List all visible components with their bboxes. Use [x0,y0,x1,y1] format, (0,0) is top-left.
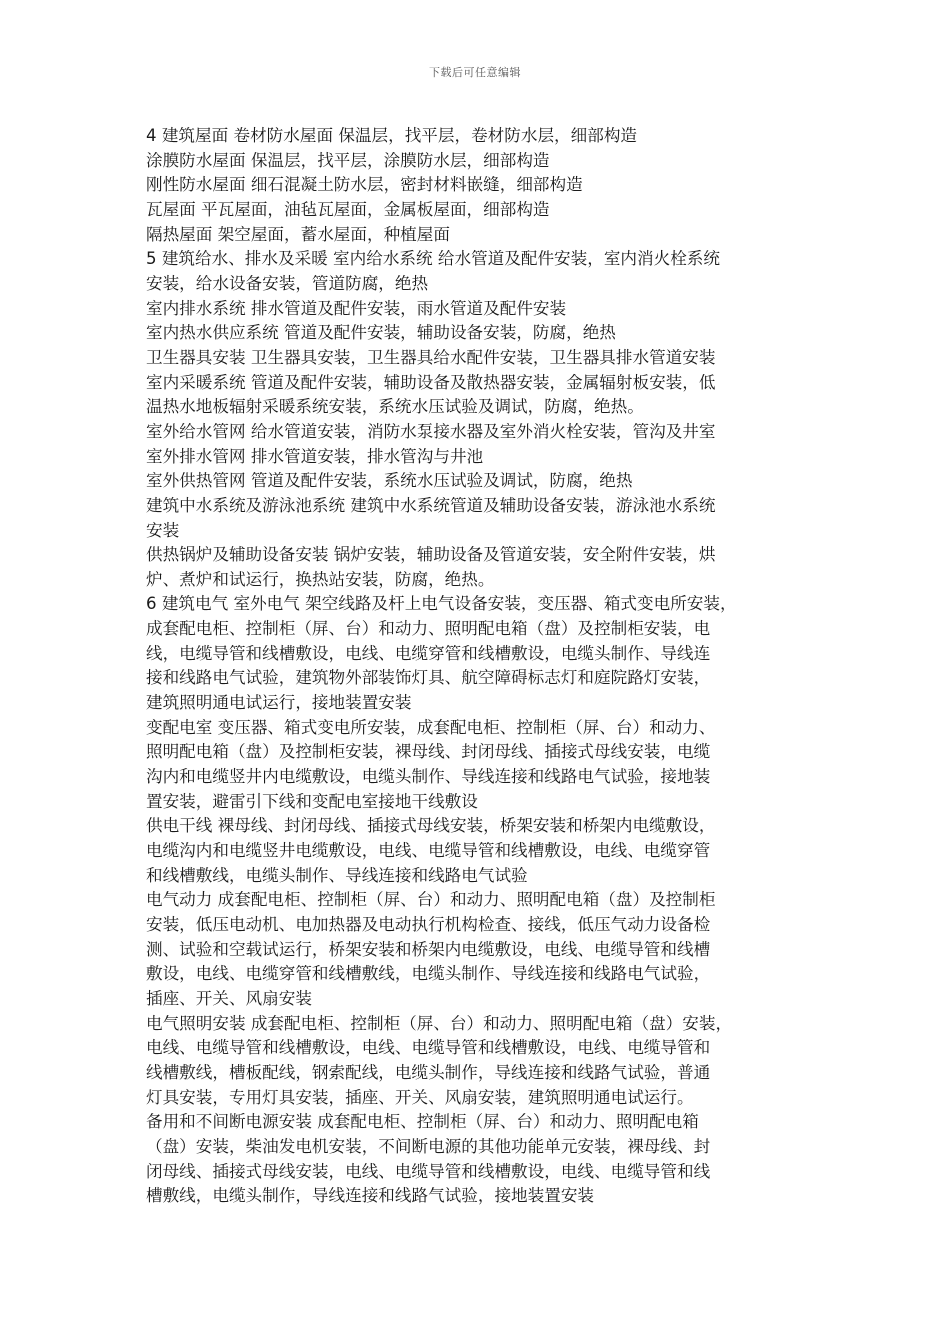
text-line: 炉、煮炉和试运行，换热站安装，防腐，绝热。 [146,569,495,589]
text-line: 变配电室 变压器、箱式变电所安装，成套配电柜、控制柜（屏、台）和动力、 [146,717,716,737]
text-line: 安装 [146,520,180,540]
text-line: 建筑照明通电试运行，接地装置安装 [146,693,412,713]
text-line: 槽敷线，电缆头制作，导线连接和线路气试验，接地装置安装 [146,1186,595,1206]
text-line: 卫生器具安装 卫生器具安装，卫生器具给水配件安装，卫生器具排水管道安装 [146,347,716,367]
text-line: 和线槽敷线，电缆头制作、导线连接和线路电气试验 [146,865,528,885]
text-line: 室外给水管网 给水管道安装，消防水泵接水器及室外消火栓安装，管沟及井室 [146,421,716,441]
text-line: 6 建筑电气 室外电气 架空线路及杆上电气设备安装，变压器、箱式变电所安装， [146,594,737,614]
text-line: 安装，给水设备安装，管道防腐，绝热 [146,273,429,293]
text-line: 电气照明安装 成套配电柜、控制柜（屏、台）和动力、照明配电箱（盘）安装， [146,1013,733,1033]
text-line: 电气动力 成套配电柜、控制柜（屏、台）和动力、照明配电箱（盘）及控制柜 [146,890,716,910]
text-line: 建筑中水系统及游泳池系统 建筑中水系统管道及辅助设备安装，游泳池水系统 [146,495,716,515]
text-line: 室内采暖系统 管道及配件安装，辅助设备及散热器安装，金属辐射板安装，低 [146,372,716,392]
text-line: 电线、电缆导管和线槽敷设，电线、电缆导管和线槽敷设，电线、电缆导管和 [146,1038,711,1058]
text-line: 备用和不间断电源安装 成套配电柜、控制柜（屏、台）和动力、照明配电箱 [146,1112,699,1132]
text-line: 4 建筑屋面 卷材防水屋面 保温层，找平层，卷材防水层，细部构造 [146,126,638,145]
text-line: 照明配电箱（盘）及控制柜安装，裸母线、封闭母线、插接式母线安装，电缆 [146,742,711,762]
text-line: 温热水地板辐射采暖系统安装，系统水压试验及调试，防腐，绝热。 [146,397,644,417]
text-line: （盘）安装，柴油发电机安装，不间断电源的其他功能单元安装，裸母线、封 [146,1136,711,1156]
document-body [146,124,816,1209]
text-line: 5 建筑给水、排水及采暖 室内给水系统 给水管道及配件安装，室内消火栓系统 [146,249,720,269]
text-line: 接和线路电气试验，建筑物外部装饰灯具、航空障碍标志灯和庭院路灯安装， [146,668,711,688]
text-line: 刚性防水屋面 细石混凝土防水层，密封材料嵌缝，细部构造 [146,175,583,195]
text-line: 测、试验和空载试运行，桥架安装和桥架内电缆敷设，电线、电缆导管和线槽 [146,939,711,959]
text-line: 电缆沟内和电缆竖井电缆敷设，电线、电缆导管和线槽敷设，电线、电缆穿管 [146,841,711,861]
text-line: 敷设，电线、电缆穿管和线槽敷线，电缆头制作、导线连接和线路电气试验， [146,964,711,984]
text-line: 瓦屋面 平瓦屋面，油毡瓦屋面，金属板屋面，细部构造 [146,199,550,219]
text-line: 插座、开关、风扇安装 [146,988,312,1008]
text-line: 安装，低压电动机、电加热器及电动执行机构检查、接线，低压气动力设备检 [146,915,711,934]
text-line: 隔热屋面 架空屋面，蓄水屋面，种植屋面 [146,224,450,244]
text-line: 线，电缆导管和线槽敷设，电线、电缆穿管和线槽敷设，电缆头制作、导线连 [146,643,711,663]
text-line: 线槽敷线，槽板配线，钢索配线，电缆头制作，导线连接和线路气试验，普通 [146,1062,711,1082]
text-line: 涂膜防水屋面 保温层，找平层，涂膜防水层，细部构造 [146,150,550,170]
text-line: 沟内和电缆竖井内电缆敷设，电缆头制作、导线连接和线路电气试验，接地装 [146,767,711,787]
text-line: 闭母线、插接式母线安装，电线、电缆导管和线槽敷设，电线、电缆导管和线 [146,1161,711,1181]
text-line: 室内热水供应系统 管道及配件安装，辅助设备安装，防腐，绝热 [146,323,616,343]
text-line: 成套配电柜、控制柜（屏、台）和动力、照明配电箱（盘）及控制柜安装，电 [146,619,711,639]
text-line: 室外供热管网 管道及配件安装，系统水压试验及调试，防腐，绝热 [146,471,633,491]
text-line: 灯具安装，专用灯具安装，插座、开关、风扇安装，建筑照明通电试运行。 [146,1087,694,1107]
text-line: 室外排水管网 排水管道安装，排水管沟与井池 [146,446,484,466]
text-line: 室内排水系统 排水管道及配件安装，雨水管道及配件安装 [146,298,567,318]
text-line: 供电干线 裸母线、封闭母线、插接式母线安装，桥架安装和桥架内电缆敷设， [146,816,716,836]
text-line: 置安装，避雷引下线和变配电室接地干线敷设 [146,791,478,811]
text-line: 供热锅炉及辅助设备安装 锅炉安装，辅助设备及管道安装，安全附件安装，烘 [146,545,716,565]
page-header-note: 下载后可任意编辑 [429,66,521,79]
